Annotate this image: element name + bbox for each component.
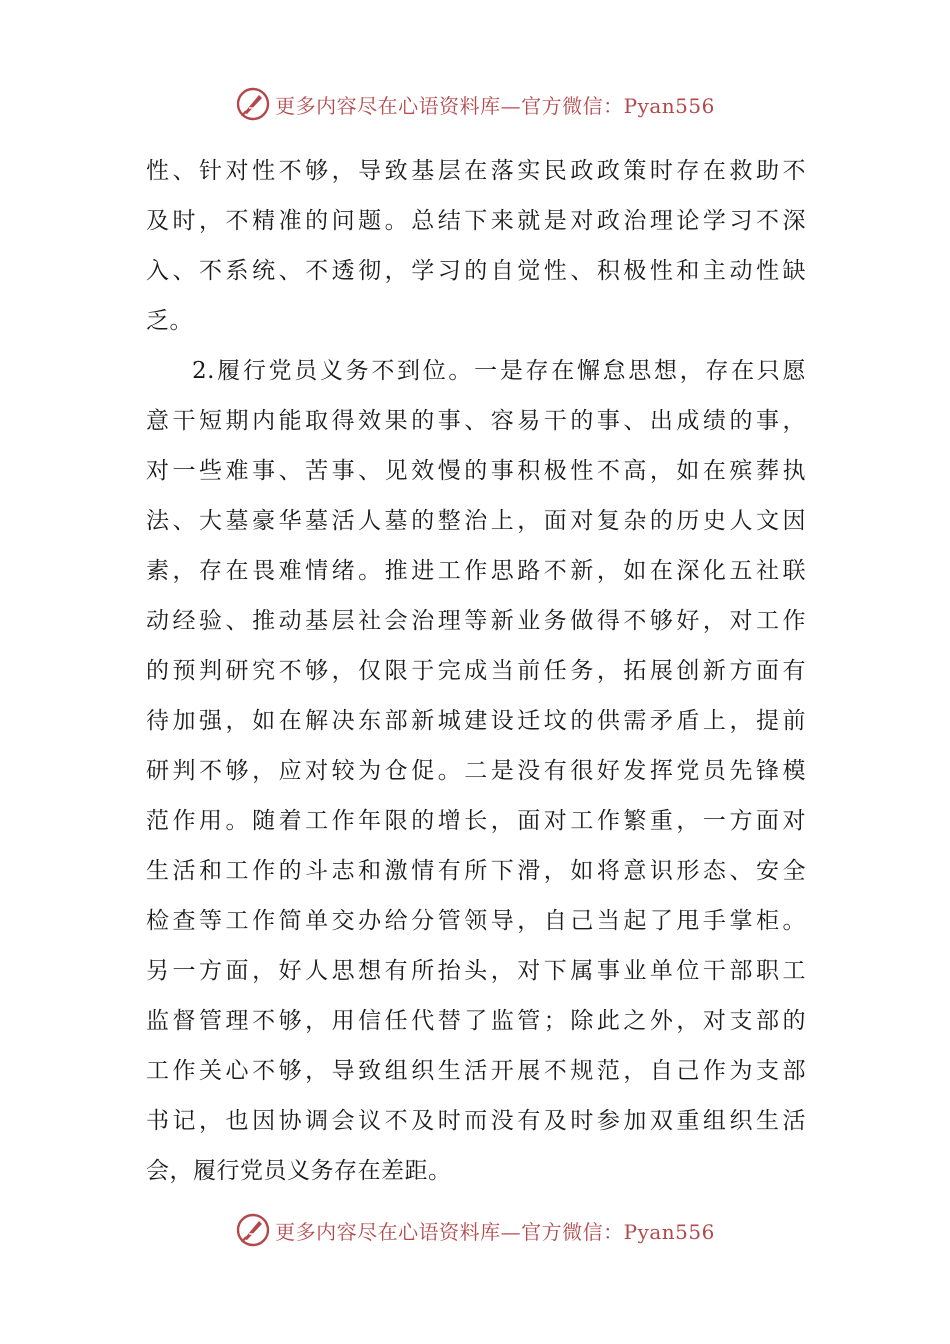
footer-banner xyxy=(0,1210,950,1250)
body-line: 动经验、推动基层社会治理等新业务做得不够好，对工作 xyxy=(146,608,806,634)
body-line: 乏。 xyxy=(146,308,193,334)
body-line: 另一方面，好人思想有所抬头，对下属事业单位干部职工 xyxy=(146,958,806,984)
footer-banner-text: 更多内容尽在心语资料库—官方微信：Pyan556 xyxy=(275,1219,715,1244)
paragraph-heading-line: 2.履行党员义务不到位。一是存在懈怠思想，存在只愿 xyxy=(192,358,806,384)
body-line: 研判不够，应对较为仓促。二是没有很好发挥党员先锋模 xyxy=(146,758,806,784)
body-line: 素，存在畏难情绪。推进工作思路不新，如在深化五社联 xyxy=(146,558,806,584)
body-line: 性、针对性不够，导致基层在落实民政政策时存在救助不 xyxy=(146,158,806,184)
document-body xyxy=(146,146,806,1196)
quill-logo-icon xyxy=(235,86,271,122)
body-line: 意干短期内能取得效果的事、容易干的事、出成绩的事， xyxy=(146,408,806,434)
body-line: 的预判研究不够，仅限于完成当前任务，拓展创新方面有 xyxy=(146,658,806,684)
header-banner-text: 更多内容尽在心语资料库—官方微信：Pyan556 xyxy=(275,93,715,118)
body-line: 待加强，如在解决东部新城建设迁坟的供需矛盾上，提前 xyxy=(146,708,806,734)
body-line: 检查等工作简单交办给分管领导，自己当起了甩手掌柜。 xyxy=(146,908,806,934)
body-line: 入、不系统、不透彻，学习的自觉性、积极性和主动性缺 xyxy=(146,258,806,284)
body-line: 书记，也因协调会议不及时而没有及时参加双重组织生活 xyxy=(146,1108,806,1134)
body-line: 生活和工作的斗志和激情有所下滑，如将意识形态、安全 xyxy=(146,858,806,884)
body-line: 及时，不精准的问题。总结下来就是对政治理论学习不深 xyxy=(146,208,806,234)
body-line: 范作用。随着工作年限的增长，面对工作繁重，一方面对 xyxy=(146,808,806,834)
body-line: 法、大墓豪华墓活人墓的整治上，面对复杂的历史人文因 xyxy=(146,508,806,534)
header-banner xyxy=(0,84,950,124)
body-line: 对一些难事、苦事、见效慢的事积极性不高，如在殡葬执 xyxy=(146,458,806,484)
body-line: 会，履行党员义务存在差距。 xyxy=(146,1158,452,1184)
body-line: 工作关心不够，导致组织生活开展不规范，自己作为支部 xyxy=(146,1058,806,1084)
quill-logo-icon xyxy=(235,1212,271,1248)
body-line: 监督管理不够，用信任代替了监管；除此之外，对支部的 xyxy=(146,1008,806,1034)
